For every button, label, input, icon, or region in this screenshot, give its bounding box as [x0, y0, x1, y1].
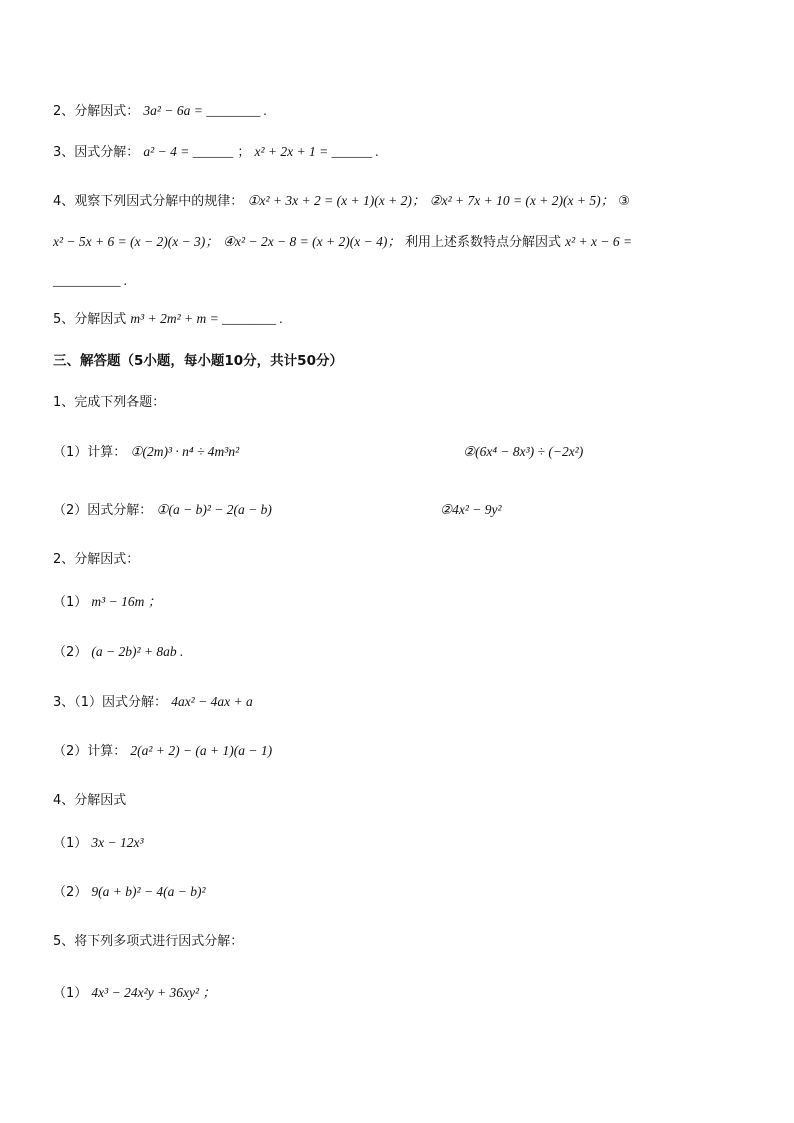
problem-3-part-2-expression: 2(a² + 2) − (a + 1)(a − 1) — [130, 743, 273, 758]
problem-1-part-1-a: ①(2m)³ · n⁴ ÷ 4m³n² — [130, 444, 240, 459]
problem-2-label: 2、分解因式： — [53, 552, 140, 567]
problem-4-part-2-label: （2） — [53, 885, 88, 900]
problem-4-part-1 — [53, 834, 754, 853]
question-4-target-expression: x² + x − 6 = — [565, 234, 633, 249]
problem-5-label: 5、将下列多项式进行因式分解： — [53, 934, 244, 949]
question-2-expression: 3a² − 6a = ________ . — [143, 103, 267, 118]
question-4-blank: __________ . — [53, 273, 128, 288]
problem-1-part-1 — [53, 443, 754, 462]
problem-3-part-2-label: （2）计算： — [53, 744, 127, 759]
problem-1-part-1-label: （1）计算： — [53, 445, 127, 460]
problem-4-part-1-expression: 3x − 12x³ — [91, 835, 144, 850]
question-4-case-2: ②x² + 7x + 10 = (x + 2)(x + 5)； — [429, 193, 615, 208]
problem-2-part-1-label: （1） — [53, 595, 88, 610]
problem-5-part-1-expression: 4x³ − 24x²y + 36xy² ； — [91, 985, 216, 1000]
problem-1-part-2-label: （2）因式分解： — [53, 503, 153, 518]
problem-4-part-2-expression: 9(a + b)² − 4(a − b)² — [91, 884, 206, 899]
problem-1-part-2-b: ②4x² − 9y² — [440, 502, 502, 517]
question-3-separator: ； — [237, 145, 251, 160]
question-4-instruction: 利用上述系数特点分解因式 — [404, 235, 561, 250]
question-4-case-3: x² − 5x + 6 = (x − 2)(x − 3)； — [53, 234, 219, 249]
question-3-expression-1: a² − 4 = ______ — [143, 144, 234, 159]
problem-4-label: 4、分解因式 — [53, 793, 127, 808]
problem-3-part-2 — [53, 742, 754, 761]
question-4-case-4: ④x² − 2x − 8 = (x + 2)(x − 4)； — [222, 234, 401, 249]
problem-1-label: 1、完成下列各题： — [53, 395, 166, 410]
question-2 — [53, 102, 754, 121]
problem-1-part-2 — [53, 501, 754, 520]
problem-1-part-2-a: ①(a − b)² − 2(a − b) — [156, 502, 272, 517]
problem-3-part-1 — [53, 693, 754, 712]
problem-5-part-1 — [53, 984, 754, 1003]
section-3-title: 三、解答题（5小题，每小题10分，共计50分） — [53, 353, 343, 369]
question-2-label: 2、分解因式： — [53, 104, 140, 119]
problem-2-part-2-label: （2） — [53, 645, 88, 660]
problem-2-part-2-expression: (a − 2b)² + 8ab . — [91, 644, 184, 659]
problem-2-part-2 — [53, 643, 754, 662]
problem-2-part-1 — [53, 593, 754, 612]
problem-4-part-1-label: （1） — [53, 836, 88, 851]
question-4-line-1 — [53, 192, 754, 211]
problem-3-part-1-expression: 4ax² − 4ax + a — [171, 694, 253, 709]
question-5-label: 5、分解因式 — [53, 312, 127, 327]
question-4-case-1: ①x² + 3x + 2 = (x + 1)(x + 2)； — [247, 193, 426, 208]
question-4-label: 4、观察下列因式分解中的规律： — [53, 194, 244, 209]
question-4-case-3-marker: ③ — [618, 194, 630, 209]
problem-3-label: 3、（1）因式分解： — [53, 695, 168, 710]
problem-5-part-1-label: （1） — [53, 986, 88, 1001]
problem-4-part-2 — [53, 883, 754, 902]
question-5 — [53, 310, 754, 329]
question-4-line-3 — [53, 272, 754, 291]
problem-1-part-1-b: ②(6x⁴ − 8x³) ÷ (−2x²) — [463, 444, 584, 459]
question-3 — [53, 143, 754, 162]
question-3-label: 3、因式分解： — [53, 145, 140, 160]
question-5-expression: m³ + 2m² + m = ________ . — [130, 311, 283, 326]
question-3-expression-2: x² + 2x + 1 = ______ . — [254, 144, 379, 159]
question-4-line-2 — [53, 233, 754, 252]
problem-2-part-1-expression: m³ − 16m ； — [91, 594, 162, 609]
